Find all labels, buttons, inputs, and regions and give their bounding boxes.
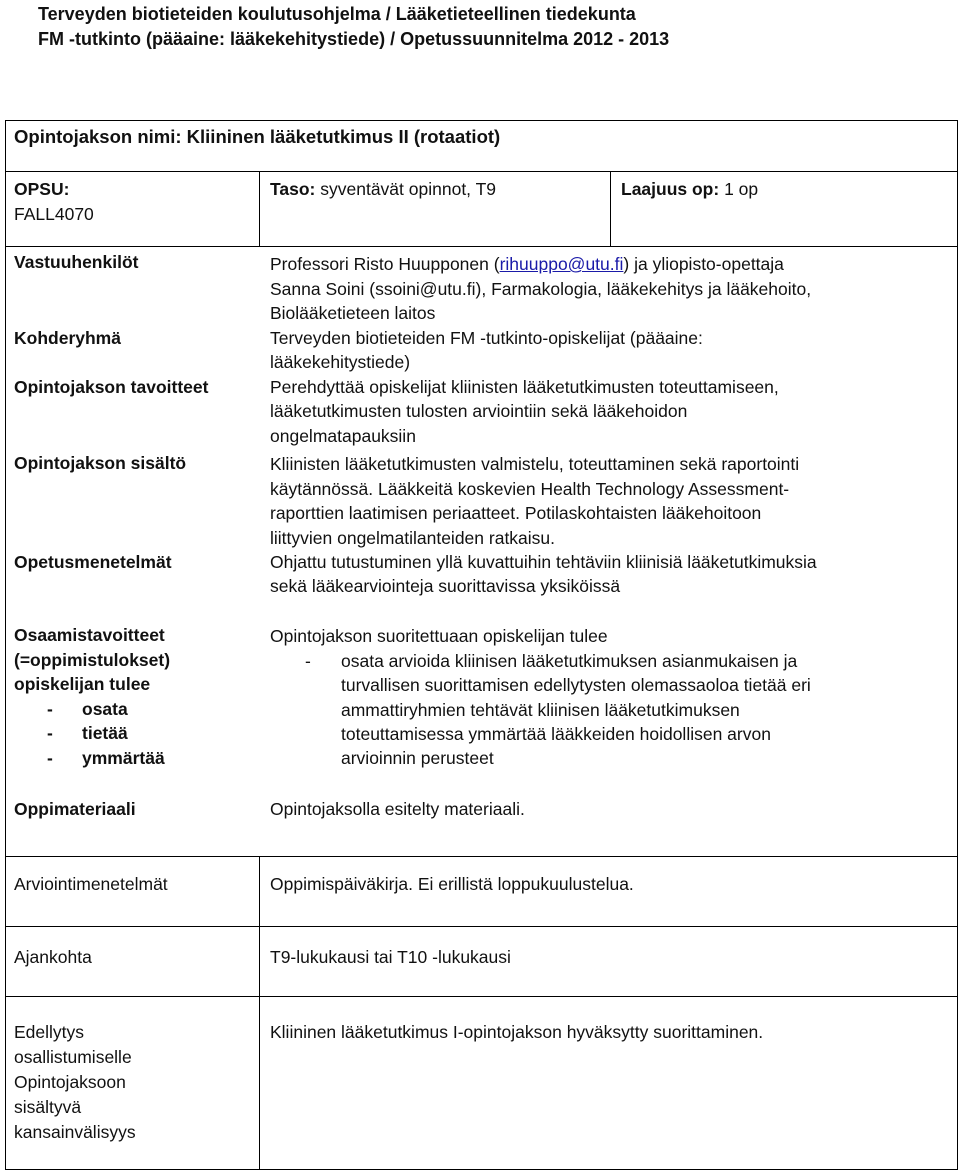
divider-taso-laajuus <box>610 171 611 246</box>
osaamis-bullet-3: ymmärtää <box>82 748 165 768</box>
sisalto-line-4: liittyvien ongelmatilanteiden ratkaisu. <box>270 528 556 548</box>
ajankohta-value: T9-lukukausi tai T10 -lukukausi <box>270 947 511 967</box>
osaamis-bullet-dash-3: - <box>47 748 53 768</box>
osaamistavoitteet-label-2: (=oppimistulokset) <box>14 650 171 670</box>
sisalto-line-3: raporttien laatimisen periaatteet. Potilaskohtaisten lääkehoitoon <box>270 503 762 523</box>
email-link[interactable]: rihuuppo@utu.fi <box>499 254 624 274</box>
kansainvalisyys-label-2: sisältyvä <box>14 1097 82 1117</box>
arviointi-value: Oppimispäiväkirja. Ei erillistä loppukuulustelua. <box>270 874 634 894</box>
osaamis-item-line-1: osata arvioida kliinisen lääketutkimuksen asianmukaisen ja <box>341 651 798 671</box>
course-name-value: Kliininen lääketutkimus II (rotaatiot) <box>186 126 501 147</box>
vastuuhenkilot-pre: Professori Risto Huupponen ( <box>270 254 500 274</box>
opsu-label: OPSU: <box>14 179 70 199</box>
sisalto-label: Opintojakson sisältö <box>14 453 187 473</box>
kansainvalisyys-label-1: Opintojaksoon <box>14 1072 126 1092</box>
arviointi-label: Arviointimenetelmät <box>14 874 168 894</box>
divider-after-opsu <box>6 246 957 247</box>
sisalto-line-1: Kliinisten lääketutkimusten valmistelu, toteuttaminen sekä raportointi <box>270 454 800 474</box>
osaamistavoitteet-label-1: Osaamistavoitteet <box>14 625 165 645</box>
osaamis-item-line-3: ammattiryhmien tehtävät kliinisen lääketutkimuksen <box>341 700 740 720</box>
vastuuhenkilot-label: Vastuuhenkilöt <box>14 252 139 272</box>
header-line-1: Terveyden biotieteiden koulutusohjelma / Lääketieteellinen tiedekunta <box>38 4 636 24</box>
edellytys-label-1: Edellytys <box>14 1022 85 1042</box>
laajuus-label: Laajuus op: <box>621 179 720 199</box>
osaamis-item-line-5: arvioinnin perusteet <box>341 748 494 768</box>
oppimateriaali-label: Oppimateriaali <box>14 799 136 819</box>
divider-lower-column <box>259 856 260 1169</box>
osaamis-item-line-2: turvallisen suorittamisen edellytysten olemassaoloa tietää eri <box>341 675 811 695</box>
sisalto-line-2: käytännössä. Lääkkeitä koskevien Health Technology Assessment- <box>270 479 790 499</box>
vastuuhenkilot-line-1 <box>270 252 784 277</box>
edellytys-label-2: osallistumiselle <box>14 1047 132 1067</box>
course-name-label: Opintojakson nimi: <box>14 126 182 147</box>
osaamis-bullet-dash-1: - <box>47 699 53 719</box>
kansainvalisyys-label-3: kansainvälisyys <box>14 1122 136 1142</box>
osaamistavoitteet-label-3: opiskelijan tulee <box>14 674 151 694</box>
header-line-2: FM -tutkinto (pääaine: lääkekehitystiede) / Opetussuunnitelma 2012 - 2013 <box>38 29 670 49</box>
vastuuhenkilot-line-2: Sanna Soini (ssoini@utu.fi), Farmakologia, lääkekehitys ja lääkehoito, <box>270 279 812 299</box>
divider-before-arviointi <box>6 856 957 857</box>
tavoitteet-label: Opintojakson tavoitteet <box>14 377 209 397</box>
kohderyhma-line-1: Terveyden biotieteiden FM -tutkinto-opiskelijat (pääaine: <box>270 328 703 348</box>
osaamis-bullet-1: osata <box>82 699 128 719</box>
kohderyhma-line-2: lääkekehitystiede) <box>270 352 411 372</box>
laajuus-field <box>621 177 758 202</box>
laajuus-value: 1 op <box>724 179 759 199</box>
taso-label: Taso: <box>270 179 316 199</box>
opsu-value: FALL4070 <box>14 204 94 224</box>
osaamis-bullet-2: tietää <box>82 723 128 743</box>
edellytys-value: Kliininen lääketutkimus I-opintojakson hyväksytty suorittaminen. <box>270 1022 764 1042</box>
divider-after-name <box>6 171 957 172</box>
opetusmenetelmat-line-2: sekä lääkearviointeja suorittavissa yksiköissä <box>270 576 621 596</box>
course-name <box>14 124 500 150</box>
osaamis-item-line-4: toteuttamisessa ymmärtää lääkkeiden hoidollisen arvon <box>341 724 771 744</box>
opetusmenetelmat-label: Opetusmenetelmät <box>14 552 172 572</box>
tavoitteet-line-3: ongelmatapauksiin <box>270 426 416 446</box>
oppimateriaali-value: Opintojaksolla esitelty materiaali. <box>270 799 525 819</box>
osaamis-item-dash: - <box>305 651 311 671</box>
ajankohta-label: Ajankohta <box>14 947 92 967</box>
vastuuhenkilot-line-3: Biolääketieteen laitos <box>270 303 436 323</box>
opetusmenetelmat-line-1: Ohjattu tutustuminen yllä kuvattuihin tehtäviin kliinisiä lääketutkimuksia <box>270 552 817 572</box>
divider-opsu-taso <box>259 171 260 246</box>
kohderyhma-label: Kohderyhmä <box>14 328 121 348</box>
osaamis-bullet-dash-2: - <box>47 723 53 743</box>
taso-field <box>270 177 496 202</box>
document-header <box>38 2 669 52</box>
divider-before-ajankohta <box>6 926 957 927</box>
vastuuhenkilot-post: ) ja yliopisto-opettaja <box>623 254 784 274</box>
osaamis-intro: Opintojakson suoritettuaan opiskelijan tulee <box>270 626 608 646</box>
tavoitteet-line-1: Perehdyttää opiskelijat kliinisten lääketutkimusten toteuttamiseen, <box>270 377 779 397</box>
taso-value: syventävät opinnot, T9 <box>320 179 497 199</box>
tavoitteet-line-2: lääketutkimusten tulosten arviointiin sekä lääkehoidon <box>270 401 688 421</box>
divider-before-edellytys <box>6 996 957 997</box>
